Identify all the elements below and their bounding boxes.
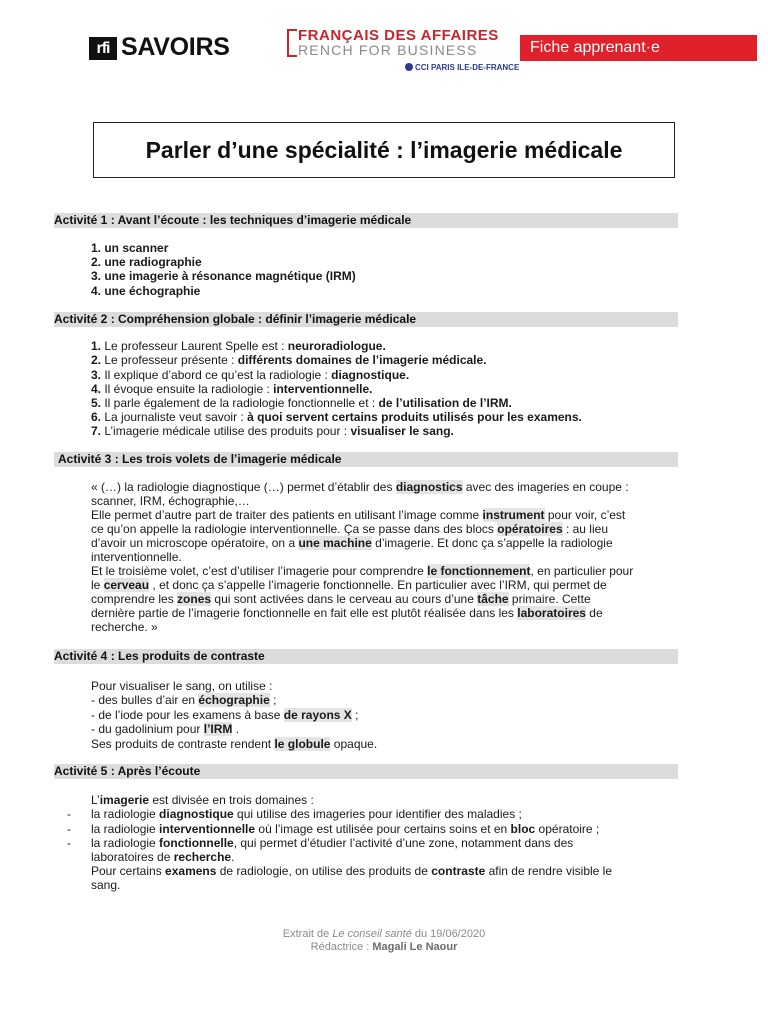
cci-label: CCI PARIS ILE-DE-FRANCE [415,63,520,72]
act4-line: - du gadolinium pour l’IRM . [91,722,240,736]
bullet-dash: - [67,836,71,850]
activity-4-heading: Activité 4 : Les produits de contraste [54,649,678,664]
footer-author: Rédactrice : Magali Le Naour [310,941,458,953]
page-title: Parler d’une spécialité : l’imagerie médicale [93,122,675,178]
act4-line: - des bulles d’air en échographie ; [91,693,277,707]
act3-line: Elle permet d’autre part de traiter des patients en utilisant l’image comme instrument pour voir, c’est [91,508,626,522]
act3-line: ce qu’on appelle la radiologie interventionnelle. Ça se passe dans des blocs opératoires : au lieu [91,522,608,536]
act3-line: d’avoir un microscope opératoire, on a une machine d’imagerie. Et donc ça s’appelle la radiologie [91,536,613,550]
act3-line: dernière partie de l’imagerie fonctionnelle en fait elle est plutôt réalisée dans les laboratoires de [91,606,603,620]
cci-logo [405,63,519,72]
act4-line: Ses produits de contraste rendent le globule opaque. [91,737,378,751]
act3-line: le cerveau , et donc ça s’appelle l’imagerie fonctionnelle. En particulier avec l’IRM, qui permet de [91,578,607,592]
rfi-logo: rfi [89,37,117,60]
act1-item-4: 4. une échographie [91,284,201,298]
act1-item-3: 3. une imagerie à résonance magnétique (IRM) [91,269,356,283]
act3-line: recherche. » [91,620,158,634]
activity-3-heading: Activité 3 : Les trois volets de l’imagerie médicale [54,452,678,467]
act3-line: « (…) la radiologie diagnostique (…) permet d’établir des diagnostics avec des imageries en coupe : [91,480,629,494]
fa-logo-line2: RENCH FOR BUSINESS [298,42,478,58]
act2-item-4: 4. Il évoque ensuite la radiologie : interventionnelle. [91,382,373,396]
act3-line: comprendre les zones qui sont activées dans le cerveau au cours d’une tâche primaire. Cette [91,592,591,606]
act5-line: sang. [91,878,121,892]
act3-line: scanner, IRM, échographie,… [91,494,250,508]
act5-line: la radiologie interventionnelle où l’image est utilisée pour certains soins et en bloc opératoire ; [91,822,600,836]
act2-item-6: 6. La journaliste veut savoir : à quoi servent certains produits utilisés pour les examens. [91,410,582,424]
footer-source: Extrait de Le conseil santé du 19/06/2020 [282,928,486,940]
bullet-dash: - [67,807,71,821]
bullet-dash: - [67,822,71,836]
act5-line: Pour certains examens de radiologie, on utilise des produits de contraste afin de rendre visible le [91,864,613,878]
act2-item-7: 7. L’imagerie médicale utilise des produits pour : visualiser le sang. [91,424,454,438]
act1-item-2: 2. une radiographie [91,255,202,269]
cci-dot-icon [405,63,413,71]
act2-item-5: 5. Il parle également de la radiologie fonctionnelle et : de l’utilisation de l’IRM. [91,396,512,410]
activity-1-heading: Activité 1 : Avant l’écoute : les techniques d’imagerie médicale [54,213,678,228]
act1-item-1: 1. un scanner [91,241,169,255]
act3-line: Et le troisième volet, c’est d’utiliser l’imagerie pour comprendre le fonctionnement, en particulier pour [91,564,634,578]
act4-line: Pour visualiser le sang, on utilise : [91,679,273,693]
act5-line: la radiologie diagnostique qui utilise des imageries pour identifier des maladies ; [91,807,522,821]
fa-bracket-icon [287,29,297,57]
fa-logo-line1: FRANÇAIS DES AFFAIRES [298,27,499,44]
act2-item-3: 3. Il explique d’abord ce qu’est la radiologie : diagnostique. [91,368,410,382]
fiche-apprenant-badge: Fiche apprenant·e [520,35,757,61]
francais-des-affaires-logo [287,27,520,78]
activity-5-heading: Activité 5 : Après l’écoute [54,764,678,779]
act5-line: la radiologie fonctionnelle, qui permet d’étudier l’activité d’une zone, notamment dans des [91,836,574,850]
activity-2-heading: Activité 2 : Compréhension globale : définir l’imagerie médicale [54,312,678,327]
act5-line: laboratoires de recherche. [91,850,235,864]
savoirs-logo: SAVOIRS [121,33,230,61]
act2-item-1: 1. Le professeur Laurent Spelle est : neuroradiologue. [91,339,386,353]
act5-line: L’imagerie est divisée en trois domaines : [91,793,314,807]
act4-line: - de l’iode pour les examens à base de rayons X ; [91,708,359,722]
act2-item-2: 2. Le professeur présente : différents domaines de l’imagerie médicale. [91,353,487,367]
act3-line: interventionnelle. [91,550,182,564]
